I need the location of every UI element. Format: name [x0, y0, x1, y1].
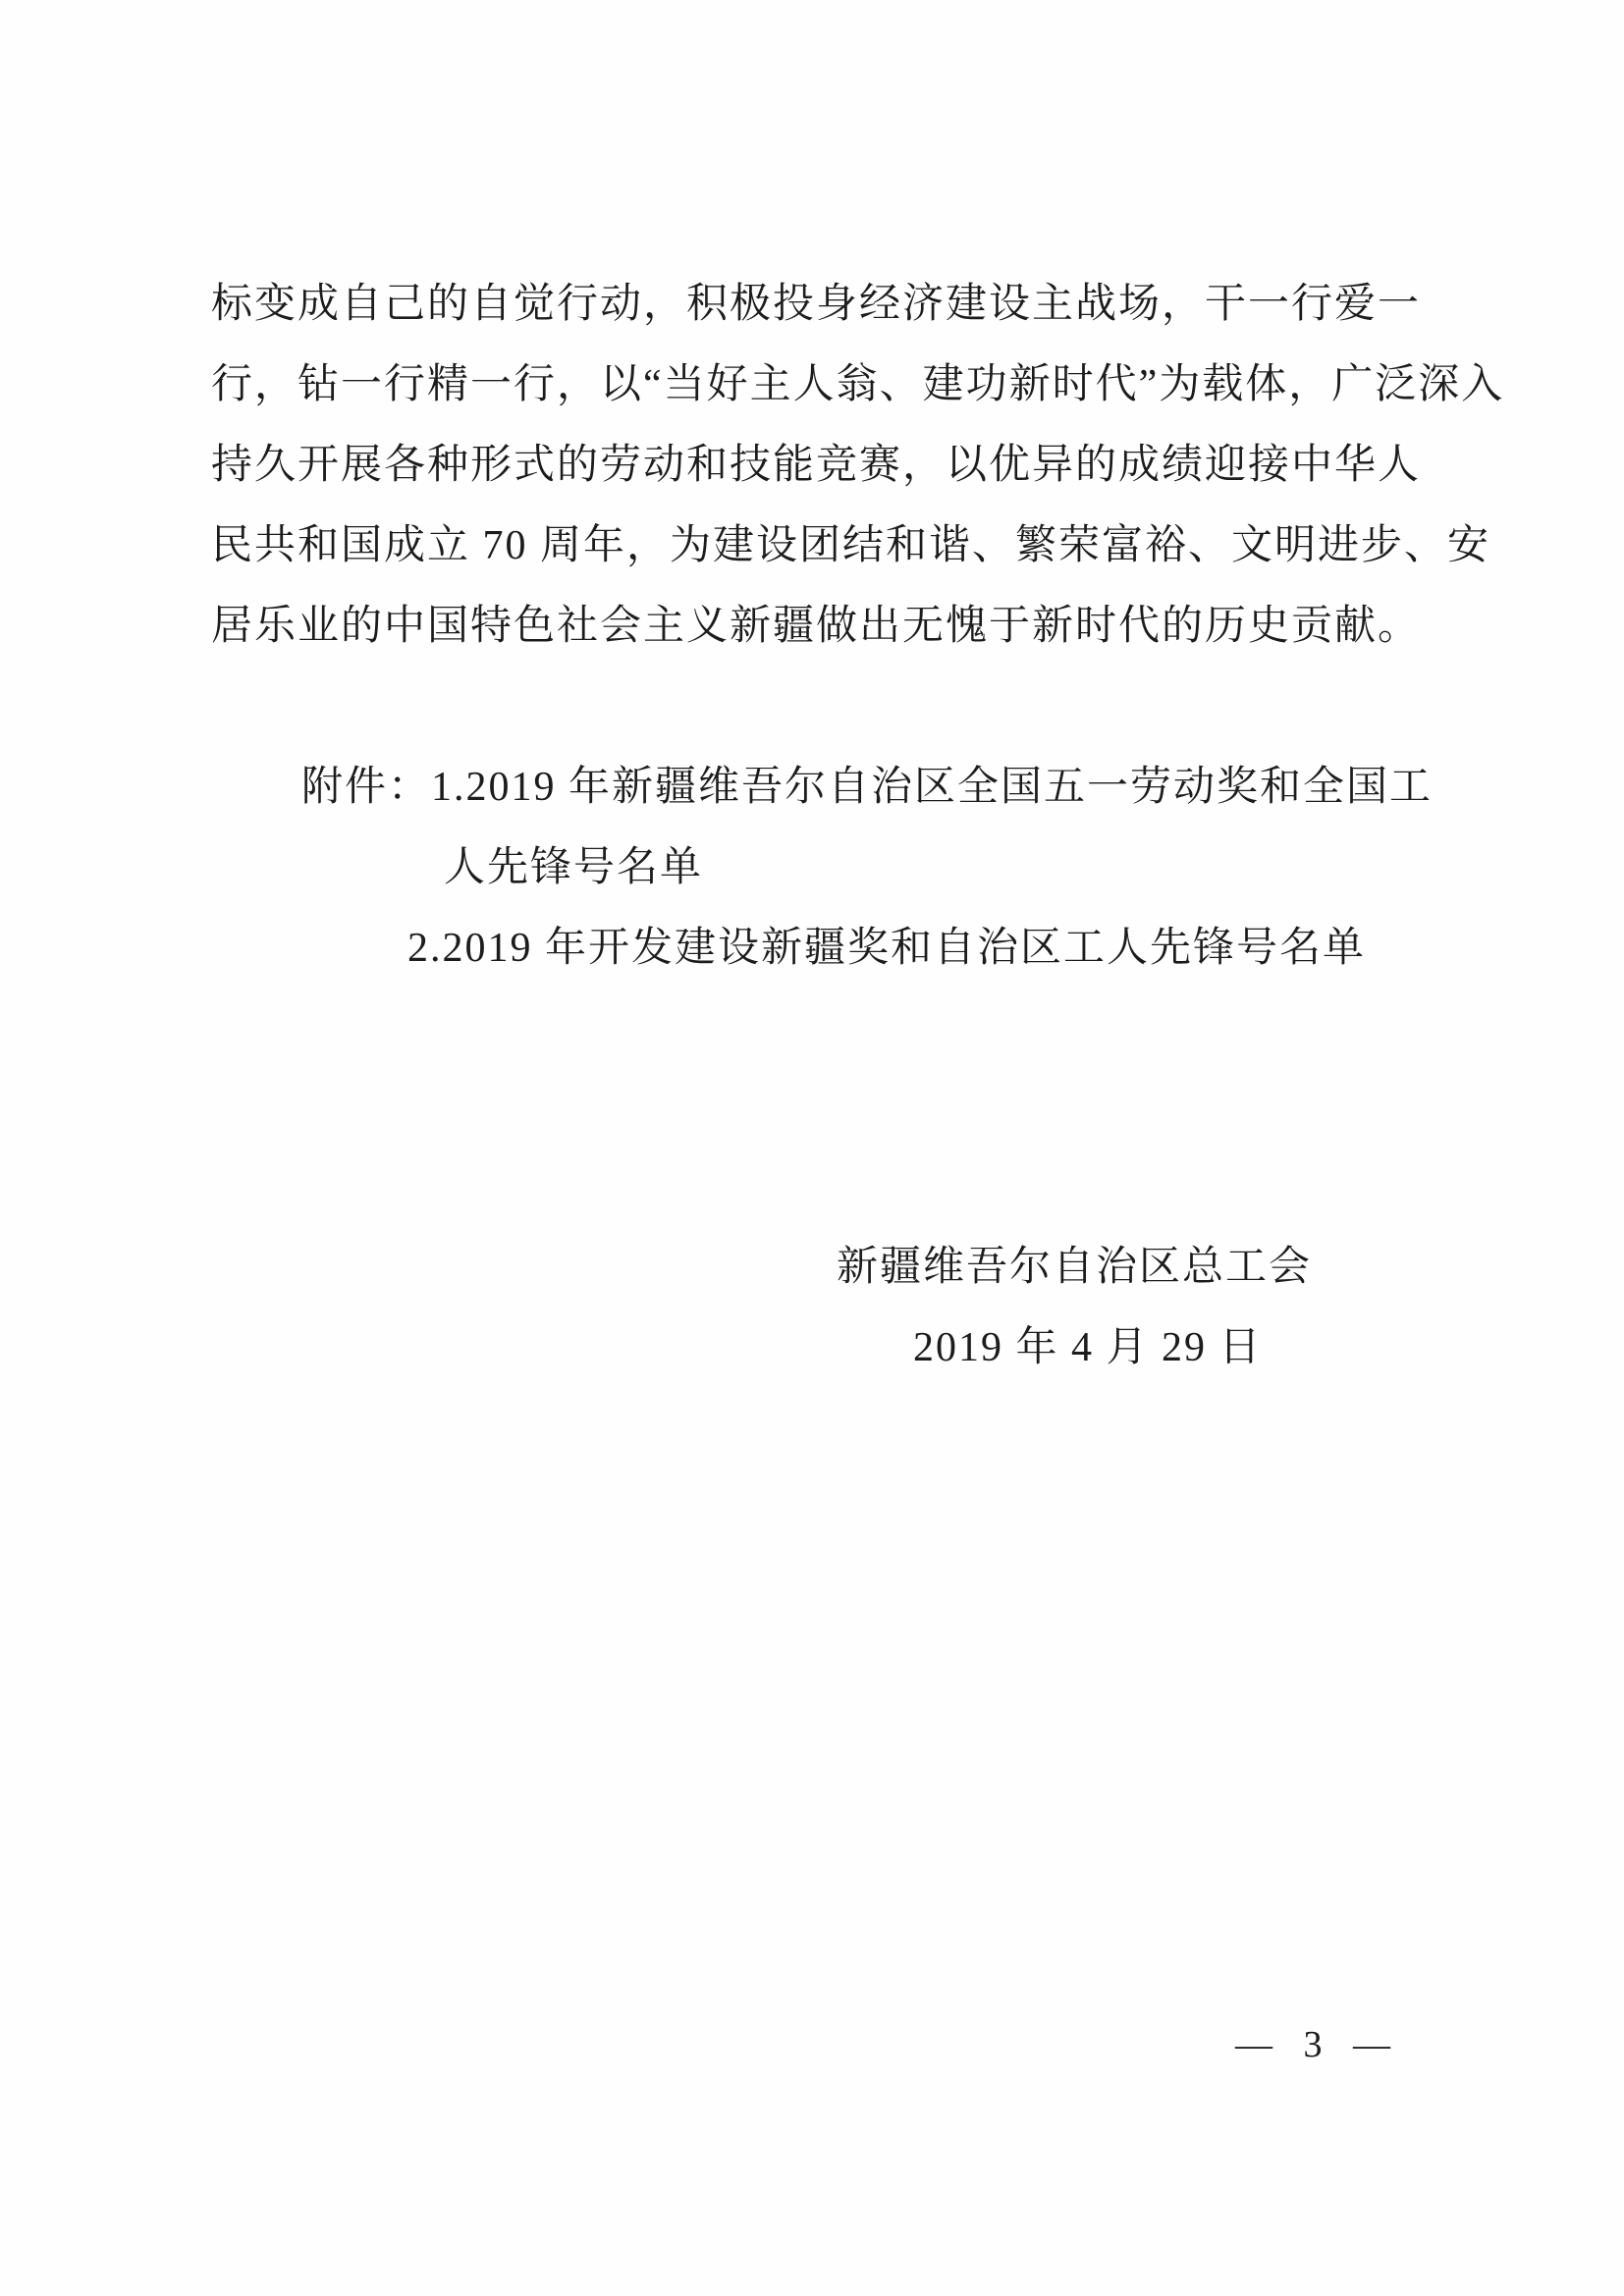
attachment-line-1-continuation: 人先锋号名单	[444, 845, 704, 890]
attachment-block	[301, 747, 1433, 988]
signature-organization: 新疆维吾尔自治区总工会	[837, 1245, 1313, 1290]
attachment-line-2: 2.2019 年开发建设新疆奖和自治区工人先锋号名单	[407, 926, 1367, 971]
body-line-5: 居乐业的中国特色社会主义新疆做出无愧于新时代的历史贡献。	[211, 604, 1422, 649]
page-number: — 3 —	[1235, 2024, 1394, 2065]
body-line-4: 民共和国成立 70 周年，为建设团结和谐、繁荣富裕、文明进步、安	[211, 523, 1491, 568]
paragraph-body	[211, 264, 1505, 667]
signature-date: 2019 年 4 月 29 日	[913, 1325, 1263, 1370]
body-line-3: 持久开展各种形式的劳动和技能竞赛，以优异的成绩迎接中华人	[211, 443, 1422, 488]
body-line-2: 行，钻一行精一行，以“当好主人翁、建功新时代”为载体，广泛深入	[211, 362, 1505, 407]
body-line-1: 标变成自己的自觉行动，积极投身经济建设主战场，干一行爱一	[211, 282, 1422, 327]
attachment-line-1: 附件：1.2019 年新疆维吾尔自治区全国五一劳动奖和全国工	[301, 765, 1434, 810]
